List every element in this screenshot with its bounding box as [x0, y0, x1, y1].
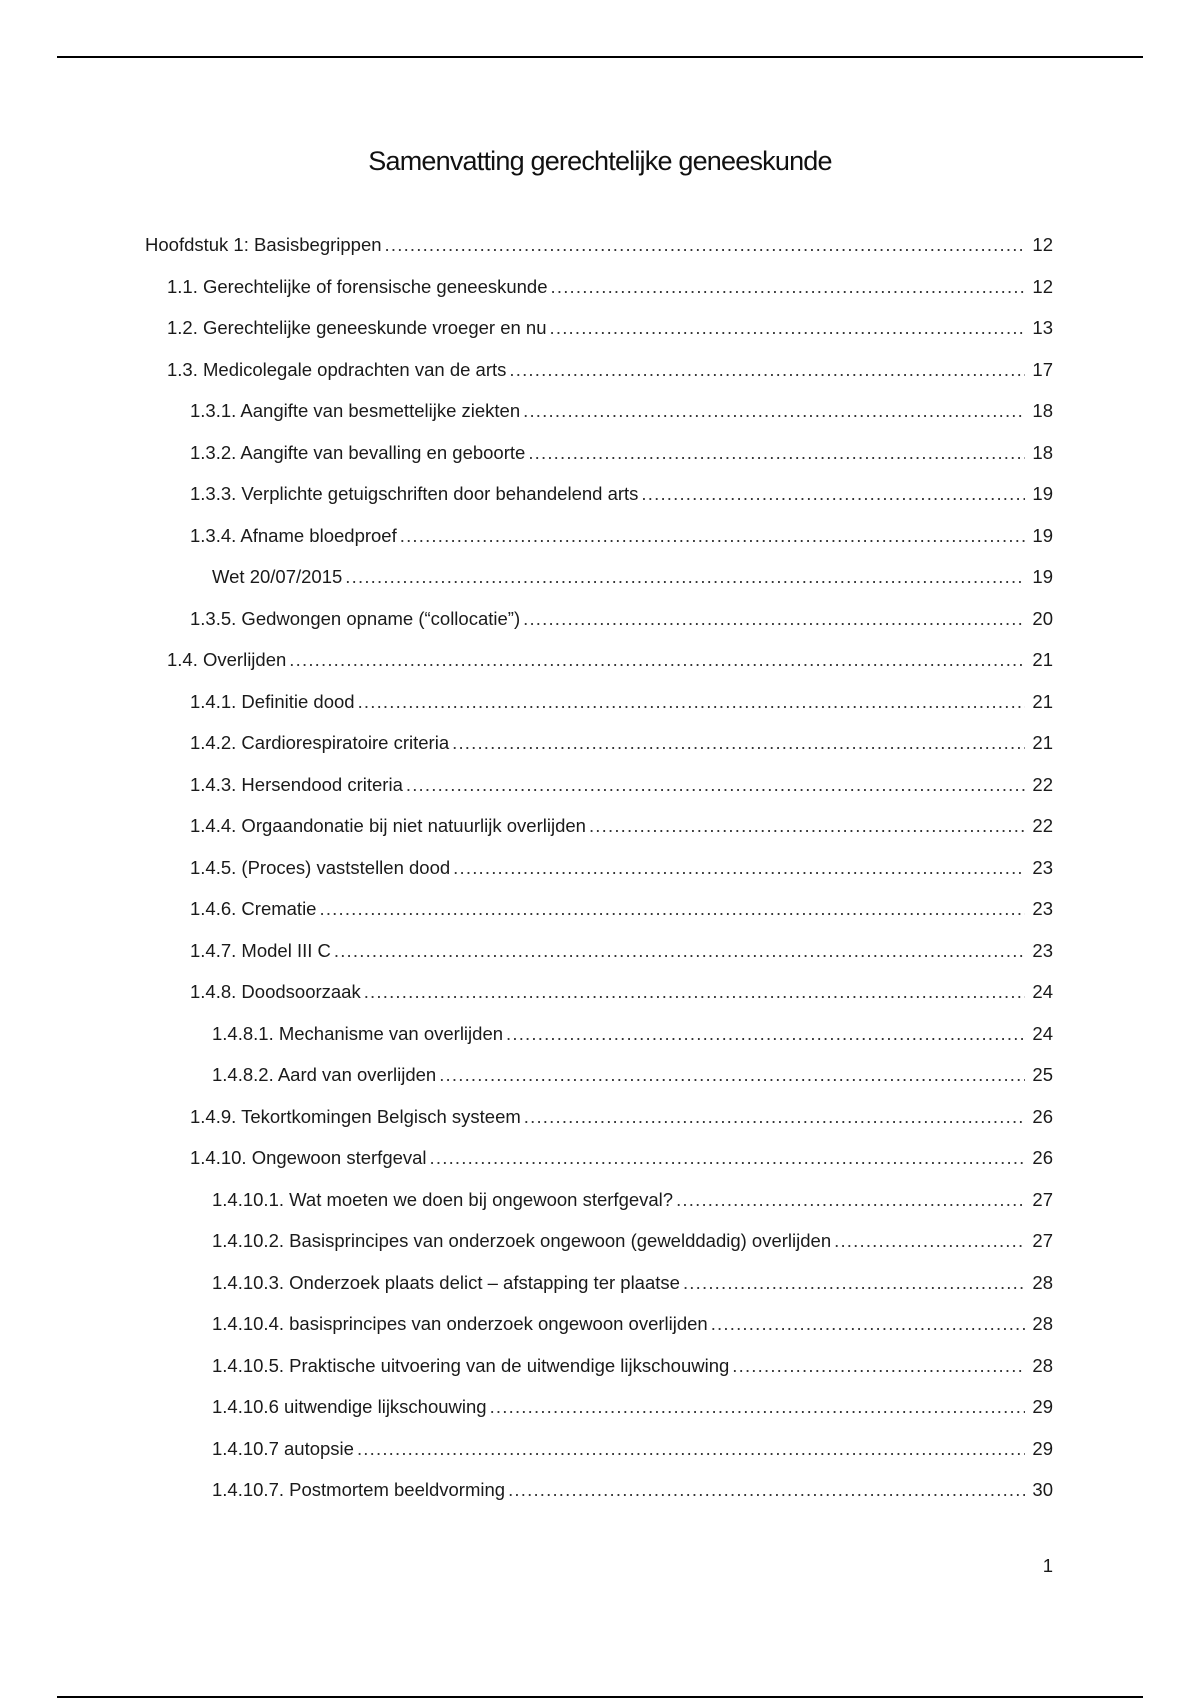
- toc-entry[interactable]: [145, 648, 1053, 690]
- toc-entry-title: 1.4.4. Orgaandonatie bij niet natuurlijk overlijden: [190, 814, 589, 838]
- toc-entry-title: 1.1. Gerechtelijke of forensische geneeskunde: [167, 275, 551, 299]
- toc-dot-leader: [732, 1354, 1025, 1378]
- toc-dot-leader: [551, 275, 1025, 299]
- toc-dot-leader: [641, 482, 1025, 506]
- toc-entry-page: 24: [1032, 981, 1053, 1002]
- toc-dot-leader: [550, 316, 1025, 340]
- toc-entry-page: 12: [1032, 275, 1053, 297]
- toc-entry-title: 1.4.9. Tekortkomingen Belgisch systeem: [190, 1105, 524, 1129]
- toc-dot-leader: [490, 1395, 1025, 1419]
- toc-entry-title: 1.4. Overlijden: [167, 648, 289, 672]
- toc-entry-title: 1.4.6. Crematie: [190, 897, 319, 921]
- toc-dot-leader: [528, 441, 1025, 465]
- toc-dot-leader: [385, 233, 1025, 257]
- footer-rule: [57, 1696, 1143, 1698]
- toc-entry[interactable]: [145, 316, 1053, 358]
- toc-entry-page: 23: [1032, 856, 1053, 878]
- toc-dot-leader: [357, 1437, 1025, 1461]
- toc-entry-title: 1.4.10.4. basisprincipes van onderzoek ongewoon overlijden: [212, 1312, 711, 1336]
- toc-dot-leader: [358, 690, 1025, 714]
- toc-entry-page: 26: [1032, 1147, 1053, 1168]
- toc-entry-page: 19: [1032, 566, 1053, 587]
- toc-entry[interactable]: [145, 1312, 1053, 1354]
- toc-entry[interactable]: [145, 233, 1053, 275]
- table-of-contents: [145, 233, 1053, 1520]
- toc-entry[interactable]: [145, 358, 1053, 400]
- toc-entry-page: 27: [1032, 1230, 1053, 1251]
- toc-dot-leader: [452, 731, 1025, 755]
- toc-dot-leader: [430, 1146, 1025, 1170]
- toc-entry[interactable]: [145, 1146, 1053, 1188]
- toc-entry-title: 1.4.10.1. Wat moeten we doen bij ongewoon sterfgeval?: [212, 1188, 676, 1212]
- toc-entry[interactable]: [145, 1229, 1053, 1271]
- toc-entry-title: 1.4.10.7 autopsie: [212, 1437, 357, 1461]
- toc-dot-leader: [364, 980, 1025, 1004]
- toc-entry-title: 1.4.10. Ongewoon sterfgeval: [190, 1146, 430, 1170]
- page-number: 1: [1042, 1555, 1053, 1576]
- toc-entry-page: 20: [1032, 607, 1053, 629]
- toc-entry-title: 1.4.10.6 uitwendige lijkschouwing: [212, 1395, 490, 1419]
- toc-entry-page: 22: [1032, 773, 1053, 795]
- toc-entry-title: 1.4.10.2. Basisprincipes van onderzoek ongewoon (gewelddadig) overlijden: [212, 1229, 834, 1253]
- toc-dot-leader: [439, 1063, 1025, 1087]
- toc-entry-page: 29: [1032, 1437, 1053, 1459]
- toc-entry-page: 28: [1032, 1271, 1053, 1293]
- toc-entry-title: 1.4.10.7. Postmortem beeldvorming: [212, 1478, 508, 1502]
- toc-entry-title: Wet 20/07/2015: [212, 565, 345, 589]
- toc-entry-page: 26: [1032, 1105, 1053, 1127]
- toc-entry-page: 17: [1032, 358, 1053, 380]
- toc-entry-title: 1.3.1. Aangifte van besmettelijke ziekten: [190, 399, 523, 423]
- toc-dot-leader: [523, 399, 1025, 423]
- toc-dot-leader: [406, 773, 1025, 797]
- toc-entry[interactable]: [145, 939, 1053, 981]
- toc-dot-leader: [683, 1271, 1025, 1295]
- toc-dot-leader: [524, 1105, 1025, 1129]
- toc-entry-page: 23: [1032, 939, 1053, 961]
- toc-dot-leader: [334, 939, 1025, 963]
- toc-entry-title: 1.4.2. Cardiorespiratoire criteria: [190, 731, 452, 755]
- toc-dot-leader: [400, 524, 1025, 548]
- toc-entry-title: 1.3. Medicolegale opdrachten van de arts: [167, 358, 509, 382]
- toc-dot-leader: [506, 1022, 1025, 1046]
- toc-entry-page: 21: [1032, 690, 1053, 712]
- toc-entry[interactable]: [145, 565, 1053, 607]
- toc-entry-title: Hoofdstuk 1: Basisbegrippen: [145, 233, 385, 257]
- toc-dot-leader: [509, 358, 1025, 382]
- toc-entry[interactable]: [145, 607, 1053, 649]
- toc-dot-leader: [319, 897, 1025, 921]
- toc-entry[interactable]: [145, 690, 1053, 732]
- toc-dot-leader: [289, 648, 1025, 672]
- toc-entry-page: 12: [1032, 234, 1053, 255]
- toc-dot-leader: [523, 607, 1025, 631]
- toc-dot-leader: [834, 1229, 1025, 1253]
- toc-dot-leader: [711, 1312, 1025, 1336]
- toc-entry-page: 22: [1032, 815, 1053, 836]
- toc-entry-title: 1.4.10.5. Praktische uitvoering van de uitwendige lijkschouwing: [212, 1354, 732, 1378]
- toc-entry-title: 1.4.8.2. Aard van overlijden: [212, 1063, 439, 1087]
- toc-entry[interactable]: [145, 441, 1053, 483]
- toc-entry-title: 1.2. Gerechtelijke geneeskunde vroeger en nu: [167, 316, 550, 340]
- header-rule: [57, 56, 1143, 58]
- toc-entry[interactable]: [145, 1105, 1053, 1147]
- toc-entry[interactable]: [145, 1478, 1053, 1520]
- toc-dot-leader: [345, 565, 1025, 589]
- toc-entry-page: 21: [1032, 732, 1053, 753]
- toc-entry[interactable]: [145, 1395, 1053, 1437]
- toc-entry[interactable]: [145, 731, 1053, 773]
- toc-entry-title: 1.4.7. Model III C: [190, 939, 334, 963]
- toc-entry[interactable]: [145, 773, 1053, 815]
- toc-entry-title: 1.3.5. Gedwongen opname (“collocatie”): [190, 607, 523, 631]
- toc-entry-page: 25: [1032, 1064, 1053, 1085]
- toc-entry[interactable]: [145, 1271, 1053, 1313]
- toc-entry-page: 13: [1032, 317, 1053, 338]
- toc-entry-page: 28: [1032, 1354, 1053, 1376]
- toc-entry[interactable]: [145, 275, 1053, 317]
- toc-entry[interactable]: [145, 814, 1053, 856]
- toc-entry-page: 18: [1032, 441, 1053, 463]
- toc-entry-page: 27: [1032, 1188, 1053, 1210]
- toc-entry-title: 1.4.1. Definitie dood: [190, 690, 358, 714]
- toc-entry-page: 28: [1032, 1313, 1053, 1334]
- toc-entry-title: 1.3.2. Aangifte van bevalling en geboorte: [190, 441, 528, 465]
- toc-entry-page: 21: [1032, 649, 1053, 670]
- toc-entry-title: 1.3.4. Afname bloedproef: [190, 524, 400, 548]
- toc-entry-page: 19: [1032, 524, 1053, 546]
- toc-dot-leader: [453, 856, 1025, 880]
- toc-entry[interactable]: [145, 1354, 1053, 1396]
- toc-entry[interactable]: [145, 1063, 1053, 1105]
- toc-entry-page: 18: [1032, 400, 1053, 421]
- toc-dot-leader: [589, 814, 1025, 838]
- toc-entry-title: 1.4.3. Hersendood criteria: [190, 773, 406, 797]
- toc-entry[interactable]: [145, 856, 1053, 898]
- toc-entry-page: 24: [1032, 1022, 1053, 1044]
- toc-entry-title: 1.4.8.1. Mechanisme van overlijden: [212, 1022, 506, 1046]
- toc-entry[interactable]: [145, 399, 1053, 441]
- toc-entry-title: 1.4.8. Doodsoorzaak: [190, 980, 364, 1004]
- toc-entry[interactable]: [145, 1022, 1053, 1064]
- toc-dot-leader: [508, 1478, 1025, 1502]
- toc-entry-page: 19: [1032, 483, 1053, 504]
- toc-entry[interactable]: [145, 524, 1053, 566]
- toc-entry-title: 1.3.3. Verplichte getuigschriften door behandelend arts: [190, 482, 641, 506]
- toc-entry-page: 29: [1032, 1396, 1053, 1417]
- toc-entry[interactable]: [145, 1188, 1053, 1230]
- toc-entry[interactable]: [145, 897, 1053, 939]
- toc-entry[interactable]: [145, 482, 1053, 524]
- toc-entry-title: 1.4.10.3. Onderzoek plaats delict – afstapping ter plaatse: [212, 1271, 683, 1295]
- toc-entry[interactable]: [145, 980, 1053, 1022]
- toc-entry-page: 23: [1032, 898, 1053, 919]
- document-title: Samenvatting gerechtelijke geneeskunde: [368, 146, 832, 176]
- toc-dot-leader: [676, 1188, 1025, 1212]
- toc-entry-title: 1.4.5. (Proces) vaststellen dood: [190, 856, 453, 880]
- toc-entry[interactable]: [145, 1437, 1053, 1479]
- toc-entry-page: 30: [1032, 1479, 1053, 1500]
